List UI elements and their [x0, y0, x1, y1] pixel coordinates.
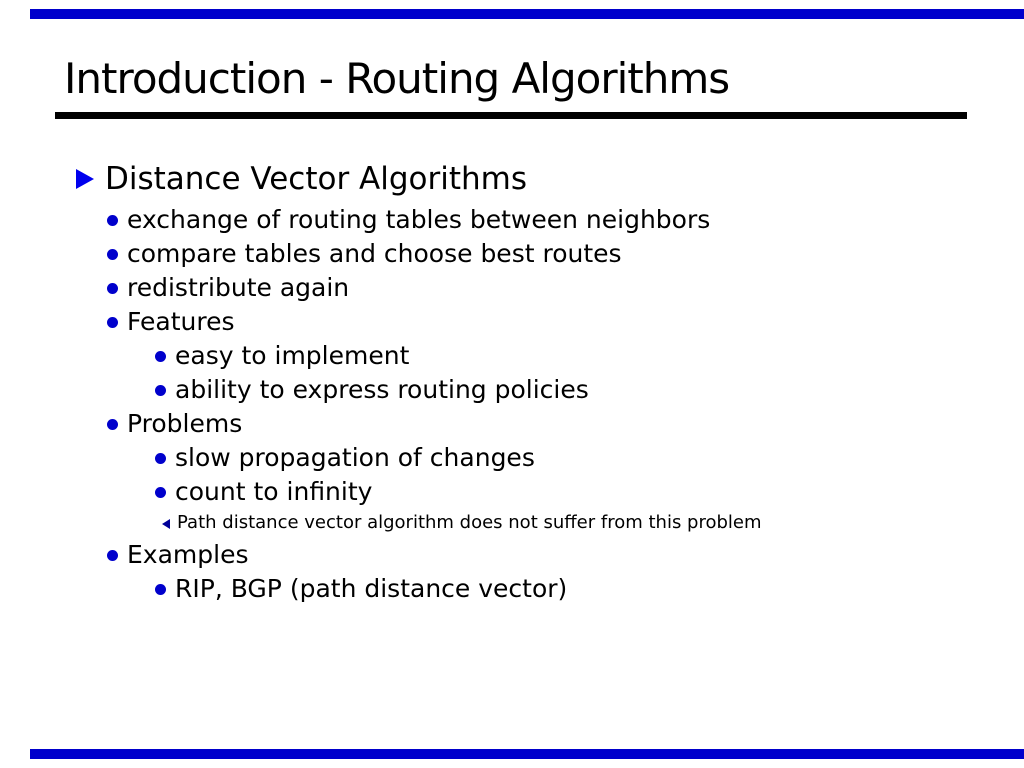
list-item: [0, 236, 1024, 270]
list-item: [0, 537, 1024, 571]
list-item: [0, 270, 1024, 304]
list-item: [0, 304, 1024, 338]
bullet-dot-icon: [107, 317, 118, 328]
list-item-text: slow propagation of changes: [175, 442, 535, 472]
list-item: [0, 474, 1024, 508]
list-item: [0, 440, 1024, 474]
slide-title: Introduction - Routing Algorithms: [64, 54, 730, 103]
list-item-text: easy to implement: [175, 340, 410, 370]
list-item-text: Examples: [127, 539, 249, 569]
list-item-text: compare tables and choose best routes: [127, 238, 622, 268]
list-item-text: count to infinity: [175, 476, 373, 506]
bullet-list: [0, 156, 1024, 605]
bullet-triangle-left-icon: [162, 519, 170, 529]
bullet-dot-icon: [107, 215, 118, 226]
list-item: [0, 156, 1024, 202]
bullet-dot-icon: [155, 385, 166, 396]
bullet-dot-icon: [155, 453, 166, 464]
list-item-text: Features: [127, 306, 235, 336]
list-item: [0, 338, 1024, 372]
bullet-dot-icon: [155, 351, 166, 362]
list-item: [0, 406, 1024, 440]
list-item-text: Distance Vector Algorithms: [105, 160, 528, 197]
list-item-text: Path distance vector algorithm does not suffer from this problem: [177, 511, 762, 533]
bullet-dot-icon: [155, 584, 166, 595]
list-item-text: ability to express routing policies: [175, 374, 589, 404]
list-item: [0, 202, 1024, 236]
top-decoration-bar: [30, 9, 1024, 19]
bullet-dot-icon: [107, 550, 118, 561]
list-item: [0, 372, 1024, 406]
bullet-dot-icon: [155, 487, 166, 498]
bullet-dot-icon: [107, 283, 118, 294]
title-underline: [55, 112, 967, 119]
bullet-dot-icon: [107, 249, 118, 260]
bullet-triangle-right-icon: [76, 169, 94, 189]
list-item-text: redistribute again: [127, 272, 350, 302]
list-item-text: exchange of routing tables between neighbors: [127, 204, 711, 234]
list-item-text: Problems: [127, 408, 243, 438]
list-item-text: RIP, BGP (path distance vector): [175, 573, 568, 603]
list-item: [0, 571, 1024, 605]
bullet-dot-icon: [107, 419, 118, 430]
list-item: [0, 508, 1024, 537]
bottom-decoration-bar: [30, 749, 1024, 759]
